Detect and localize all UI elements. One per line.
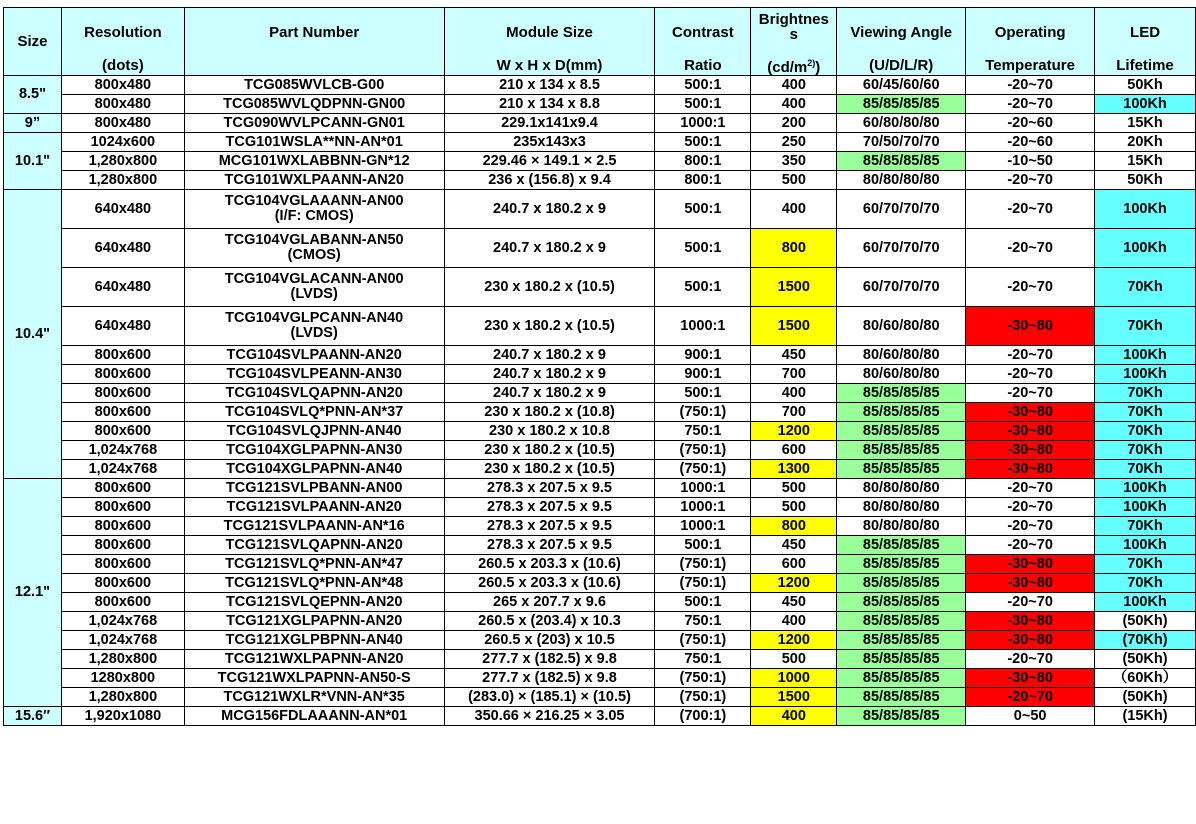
temperature-cell: -30~80 [966,631,1095,650]
brightness-cell: 450 [751,346,837,365]
led-lifetime-cell: 70Kh [1095,460,1196,479]
led-lifetime-cell: 70Kh [1095,574,1196,593]
temperature-cell: -20~70 [966,384,1095,403]
viewing-angle-cell: 85/85/85/85 [837,441,966,460]
viewing-angle-cell: 80/60/80/80 [837,307,966,346]
table-row [4,365,1196,384]
viewing-angle-cell: 60/70/70/70 [837,268,966,307]
led-lifetime-cell: 15Kh [1095,114,1196,133]
size-cell: 10.4" [4,190,62,479]
part-number-cell: MCG101WXLABBNN-GN*12 [184,152,444,171]
brightness-cell: 450 [751,536,837,555]
led-lifetime-cell: (70Kh) [1095,631,1196,650]
resolution-cell: 800x600 [61,555,184,574]
part-number-cell: TCG104VGLAAANN-AN00 (I/F: CMOS) [184,190,444,229]
led-lifetime-cell: 50Kh [1095,171,1196,190]
resolution-cell: 1,280x800 [61,152,184,171]
size-cell: 10.1" [4,133,62,190]
temperature-cell: -20~70 [966,536,1095,555]
module-size-cell: 230 x 180.2 x 10.8 [444,422,655,441]
viewing-angle-cell: 85/85/85/85 [837,536,966,555]
module-size-cell: 229.46 × 149.1 × 2.5 [444,152,655,171]
temperature-cell: -30~80 [966,441,1095,460]
header-size: Size [4,8,62,76]
table-row [4,268,1196,307]
temperature-cell: -20~70 [966,76,1095,95]
viewing-angle-cell: 85/85/85/85 [837,152,966,171]
temperature-cell: -30~80 [966,422,1095,441]
brightness-cell: 700 [751,365,837,384]
viewing-angle-cell: 80/80/80/80 [837,171,966,190]
viewing-angle-cell: 60/80/80/80 [837,114,966,133]
header-viewing-unit: (U/D/L/R) [837,56,966,76]
resolution-cell: 800x600 [61,422,184,441]
viewing-angle-cell: 85/85/85/85 [837,669,966,688]
module-size-cell: 350.66 × 216.25 × 3.05 [444,707,655,726]
resolution-cell: 800x600 [61,517,184,536]
table-row [4,403,1196,422]
led-lifetime-cell: （60Kh） [1095,669,1196,688]
brightness-cell: 1300 [751,460,837,479]
viewing-angle-cell: 85/85/85/85 [837,593,966,612]
part-number-cell: TCG104SVLPAANN-AN20 [184,346,444,365]
resolution-cell: 800x600 [61,574,184,593]
temperature-cell: -20~70 [966,593,1095,612]
brightness-cell: 1500 [751,688,837,707]
table-row [4,460,1196,479]
brightness-cell: 700 [751,403,837,422]
viewing-angle-cell: 85/85/85/85 [837,631,966,650]
table-row [4,593,1196,612]
table-row [4,152,1196,171]
resolution-cell: 1280x800 [61,669,184,688]
contrast-cell: 900:1 [655,346,751,365]
part-number-cell: TCG121XGLPBPNN-AN40 [184,631,444,650]
table-row [4,307,1196,346]
temperature-cell: -30~80 [966,555,1095,574]
led-lifetime-cell: 100Kh [1095,229,1196,268]
brightness-cell: 400 [751,612,837,631]
module-size-cell: 210 x 134 x 8.5 [444,76,655,95]
contrast-cell: 1000:1 [655,517,751,536]
resolution-cell: 1024x600 [61,133,184,152]
contrast-cell: 800:1 [655,171,751,190]
contrast-cell: (750:1) [655,631,751,650]
resolution-cell: 1,024x768 [61,441,184,460]
module-size-cell: 210 x 134 x 8.8 [444,95,655,114]
resolution-cell: 800x600 [61,384,184,403]
table-row [4,612,1196,631]
resolution-cell: 1,024x768 [61,612,184,631]
viewing-angle-cell: 85/85/85/85 [837,422,966,441]
resolution-cell: 1,280x800 [61,688,184,707]
resolution-cell: 800x600 [61,346,184,365]
contrast-cell: 500:1 [655,76,751,95]
temperature-cell: -20~60 [966,114,1095,133]
part-number-cell: TCG121XGLPAPNN-AN20 [184,612,444,631]
temperature-cell: -30~80 [966,403,1095,422]
table-row [4,229,1196,268]
header-module-size: Module Size [444,8,655,57]
viewing-angle-cell: 80/60/80/80 [837,346,966,365]
resolution-cell: 800x600 [61,403,184,422]
brightness-cell: 400 [751,190,837,229]
led-lifetime-cell: 70Kh [1095,384,1196,403]
contrast-cell: (750:1) [655,441,751,460]
brightness-cell: 350 [751,152,837,171]
table-row [4,76,1196,95]
part-number-cell: TCG104SVLQAPNN-AN20 [184,384,444,403]
table-row [4,498,1196,517]
table-row [4,441,1196,460]
part-number-cell: TCG121WXLPAPNN-AN20 [184,650,444,669]
table-row [4,707,1196,726]
part-number-cell: TCG104VGLABANN-AN50 (CMOS) [184,229,444,268]
contrast-cell: (750:1) [655,574,751,593]
part-number-cell: TCG121SVLPAANN-AN20 [184,498,444,517]
temperature-cell: -20~70 [966,517,1095,536]
led-lifetime-cell: 15Kh [1095,152,1196,171]
led-lifetime-cell: (50Kh) [1095,650,1196,669]
header-brightness-unit: $(cd/m^{2)})$ [751,56,837,76]
viewing-angle-cell: 70/50/70/70 [837,133,966,152]
part-number-cell: TCG121WXLPAPNN-AN50-S [184,669,444,688]
resolution-cell: 640x480 [61,229,184,268]
resolution-cell: 1,024x768 [61,460,184,479]
temperature-cell: -30~80 [966,574,1095,593]
contrast-cell: 750:1 [655,612,751,631]
temperature-cell: -30~80 [966,460,1095,479]
table-row [4,631,1196,650]
viewing-angle-cell: 85/85/85/85 [837,384,966,403]
led-lifetime-cell: 100Kh [1095,498,1196,517]
resolution-cell: 800x600 [61,479,184,498]
temperature-cell: -20~70 [966,688,1095,707]
module-size-cell: 260.5 x 203.3 x (10.6) [444,555,655,574]
viewing-angle-cell: 80/60/80/80 [837,365,966,384]
viewing-angle-cell: 85/85/85/85 [837,460,966,479]
part-number-cell: TCG101WXLPAANN-AN20 [184,171,444,190]
brightness-cell: 400 [751,707,837,726]
part-number-cell: TCG104XGLPAPNN-AN40 [184,460,444,479]
part-number-cell: TCG085WVLQDPNN-GN00 [184,95,444,114]
header-module-size-unit: W x H x D(mm) [444,56,655,76]
brightness-cell: 500 [751,171,837,190]
contrast-cell: 500:1 [655,133,751,152]
table-row [4,171,1196,190]
header-part-number-unit [184,56,444,76]
contrast-cell: 750:1 [655,650,751,669]
header-operating: Operating [966,8,1095,57]
part-number-cell: MCG156FDLAAANN-AN*01 [184,707,444,726]
contrast-cell: (750:1) [655,460,751,479]
module-size-cell: 235x143x3 [444,133,655,152]
brightness-cell: 1500 [751,268,837,307]
header-resolution: Resolution [61,8,184,57]
part-number-cell: TCG104XGLPAPNN-AN30 [184,441,444,460]
led-lifetime-cell: 70Kh [1095,422,1196,441]
temperature-cell: -30~80 [966,669,1095,688]
led-lifetime-cell: 70Kh [1095,441,1196,460]
module-size-cell: 277.7 x (182.5) x 9.8 [444,669,655,688]
contrast-cell: 500:1 [655,268,751,307]
viewing-angle-cell: 60/45/60/60 [837,76,966,95]
table-row [4,95,1196,114]
contrast-cell: 1000:1 [655,114,751,133]
led-lifetime-cell: 100Kh [1095,479,1196,498]
viewing-angle-cell: 80/80/80/80 [837,498,966,517]
led-lifetime-cell: 70Kh [1095,268,1196,307]
brightness-cell: 500 [751,650,837,669]
header-contrast: Contrast [655,8,751,57]
table-row [4,555,1196,574]
contrast-cell: (750:1) [655,688,751,707]
temperature-cell: -20~70 [966,268,1095,307]
part-number-cell: TCG121SVLPAANN-AN*16 [184,517,444,536]
viewing-angle-cell: 80/80/80/80 [837,517,966,536]
part-number-cell: TCG121SVLQ*PNN-AN*48 [184,574,444,593]
module-size-cell: (283.0) × (185.1) × (10.5) [444,688,655,707]
size-cell: 12.1" [4,479,62,707]
resolution-cell: 1,280x800 [61,650,184,669]
led-lifetime-cell: (50Kh) [1095,688,1196,707]
header-temperature-unit: Temperature [966,56,1095,76]
resolution-cell: 800x480 [61,114,184,133]
contrast-cell: 1000:1 [655,479,751,498]
part-number-cell: TCG121SVLQ*PNN-AN*47 [184,555,444,574]
module-size-cell: 230 x 180.2 x (10.5) [444,441,655,460]
temperature-cell: -20~70 [966,498,1095,517]
module-size-cell: 240.7 x 180.2 x 9 [444,384,655,403]
part-number-cell: TCG104VGLPCANN-AN40 (LVDS) [184,307,444,346]
table-row [4,650,1196,669]
size-cell: 8.5" [4,76,62,114]
module-size-cell: 265 x 207.7 x 9.6 [444,593,655,612]
module-size-cell: 240.7 x 180.2 x 9 [444,365,655,384]
module-size-cell: 230 x 180.2 x (10.5) [444,268,655,307]
contrast-cell: 500:1 [655,190,751,229]
led-lifetime-cell: 20Kh [1095,133,1196,152]
viewing-angle-cell: 80/80/80/80 [837,479,966,498]
led-lifetime-cell: 70Kh [1095,555,1196,574]
contrast-cell: 500:1 [655,593,751,612]
resolution-cell: 800x600 [61,536,184,555]
module-size-cell: 240.7 x 180.2 x 9 [444,190,655,229]
table-row [4,346,1196,365]
temperature-cell: -20~70 [966,171,1095,190]
led-lifetime-cell: 70Kh [1095,517,1196,536]
header-brightness: Brightnes s [751,8,837,57]
module-size-cell: 278.3 x 207.5 x 9.5 [444,536,655,555]
header-contrast-unit: Ratio [655,56,751,76]
contrast-cell: 500:1 [655,95,751,114]
led-lifetime-cell: 100Kh [1095,346,1196,365]
header-led: LED [1095,8,1196,57]
brightness-cell: 200 [751,114,837,133]
part-number-cell: TCG121SVLQEPNN-AN20 [184,593,444,612]
viewing-angle-cell: 60/70/70/70 [837,229,966,268]
lcd-spec-table [3,7,1196,726]
brightness-cell: 500 [751,498,837,517]
temperature-cell: -20~70 [966,650,1095,669]
part-number-cell: TCG121SVLPBANN-AN00 [184,479,444,498]
table-row [4,190,1196,229]
led-lifetime-cell: 100Kh [1095,365,1196,384]
contrast-cell: 900:1 [655,365,751,384]
part-number-cell: TCG121WXLR*VNN-AN*35 [184,688,444,707]
module-size-cell: 240.7 x 180.2 x 9 [444,346,655,365]
led-lifetime-cell: 70Kh [1095,307,1196,346]
resolution-cell: 640x480 [61,268,184,307]
contrast-cell: (700:1) [655,707,751,726]
viewing-angle-cell: 85/85/85/85 [837,574,966,593]
module-size-cell: 260.5 x 203.3 x (10.6) [444,574,655,593]
part-number-cell: TCG104SVLPEANN-AN30 [184,365,444,384]
viewing-angle-cell: 60/70/70/70 [837,190,966,229]
table-row [4,479,1196,498]
temperature-cell: -30~80 [966,307,1095,346]
table-row [4,114,1196,133]
led-lifetime-cell: 100Kh [1095,95,1196,114]
part-number-cell: TCG101WSLA**NN-AN*01 [184,133,444,152]
table-row [4,517,1196,536]
brightness-cell: 250 [751,133,837,152]
brightness-cell: 1000 [751,669,837,688]
module-size-cell: 230 x 180.2 x (10.5) [444,307,655,346]
module-size-cell: 240.7 x 180.2 x 9 [444,229,655,268]
part-number-cell: TCG104VGLACANN-AN00 (LVDS) [184,268,444,307]
resolution-cell: 800x480 [61,76,184,95]
module-size-cell: 278.3 x 207.5 x 9.5 [444,498,655,517]
brightness-cell: 1200 [751,422,837,441]
contrast-cell: 1000:1 [655,498,751,517]
size-cell: 9” [4,114,62,133]
led-lifetime-cell: (50Kh) [1095,612,1196,631]
header-viewing-angle: Viewing Angle [837,8,966,57]
table-row [4,536,1196,555]
led-lifetime-cell: 100Kh [1095,593,1196,612]
part-number-cell: TCG090WVLPCANN-GN01 [184,114,444,133]
led-lifetime-cell: 100Kh [1095,536,1196,555]
module-size-cell: 278.3 x 207.5 x 9.5 [444,479,655,498]
table-row [4,574,1196,593]
contrast-cell: 500:1 [655,384,751,403]
brightness-cell: 400 [751,384,837,403]
viewing-angle-cell: 85/85/85/85 [837,612,966,631]
brightness-cell: 400 [751,76,837,95]
led-lifetime-cell: 100Kh [1095,190,1196,229]
module-size-cell: 260.5 x (203.4) x 10.3 [444,612,655,631]
module-size-cell: 278.3 x 207.5 x 9.5 [444,517,655,536]
contrast-cell: (750:1) [655,403,751,422]
size-cell: 15.6″ [4,707,62,726]
viewing-angle-cell: 85/85/85/85 [837,707,966,726]
resolution-cell: 800x600 [61,593,184,612]
viewing-angle-cell: 85/85/85/85 [837,650,966,669]
table-row [4,669,1196,688]
table-row [4,384,1196,403]
module-size-cell: 260.5 x (203) x 10.5 [444,631,655,650]
table-row [4,688,1196,707]
temperature-cell: -20~70 [966,479,1095,498]
temperature-cell: -20~70 [966,190,1095,229]
temperature-cell: -20~70 [966,229,1095,268]
viewing-angle-cell: 85/85/85/85 [837,403,966,422]
led-lifetime-cell: 50Kh [1095,76,1196,95]
temperature-cell: -20~70 [966,346,1095,365]
header-lifetime-unit: Lifetime [1095,56,1196,76]
contrast-cell: 750:1 [655,422,751,441]
module-size-cell: 230 x 180.2 x (10.5) [444,460,655,479]
contrast-cell: 500:1 [655,536,751,555]
contrast-cell: (750:1) [655,669,751,688]
part-number-cell: TCG104SVLQ*PNN-AN*37 [184,403,444,422]
header-resolution-unit: (dots) [61,56,184,76]
viewing-angle-cell: 85/85/85/85 [837,95,966,114]
contrast-cell: 1000:1 [655,307,751,346]
brightness-cell: 1500 [751,307,837,346]
viewing-angle-cell: 85/85/85/85 [837,555,966,574]
resolution-cell: 640x480 [61,307,184,346]
temperature-cell: -10~50 [966,152,1095,171]
temperature-cell: -30~80 [966,612,1095,631]
brightness-cell: 450 [751,593,837,612]
resolution-cell: 800x600 [61,498,184,517]
brightness-cell: 800 [751,517,837,536]
brightness-cell: 600 [751,555,837,574]
part-number-cell: TCG104SVLQJPNN-AN40 [184,422,444,441]
led-lifetime-cell: 70Kh [1095,403,1196,422]
brightness-cell: 400 [751,95,837,114]
brightness-cell: 1200 [751,574,837,593]
resolution-cell: 800x480 [61,95,184,114]
temperature-cell: -20~70 [966,95,1095,114]
resolution-cell: 1,280x800 [61,171,184,190]
resolution-cell: 1,920x1080 [61,707,184,726]
module-size-cell: 277.7 x (182.5) x 9.8 [444,650,655,669]
module-size-cell: 230 x 180.2 x (10.8) [444,403,655,422]
table-row [4,133,1196,152]
viewing-angle-cell: 85/85/85/85 [837,688,966,707]
brightness-cell: 1200 [751,631,837,650]
led-lifetime-cell: (15Kh) [1095,707,1196,726]
part-number-cell: TCG121SVLQAPNN-AN20 [184,536,444,555]
temperature-cell: -20~60 [966,133,1095,152]
brightness-cell: 800 [751,229,837,268]
brightness-cell: 600 [751,441,837,460]
module-size-cell: 229.1x141x9.4 [444,114,655,133]
contrast-cell: 800:1 [655,152,751,171]
module-size-cell: 236 x (156.8) x 9.4 [444,171,655,190]
temperature-cell: -20~70 [966,365,1095,384]
contrast-cell: (750:1) [655,555,751,574]
part-number-cell: TCG085WVLCB-G00 [184,76,444,95]
contrast-cell: 500:1 [655,229,751,268]
header-part-number: Part Number [184,8,444,57]
resolution-cell: 640x480 [61,190,184,229]
table-row [4,422,1196,441]
temperature-cell: 0~50 [966,707,1095,726]
resolution-cell: 1,024x768 [61,631,184,650]
resolution-cell: 800x600 [61,365,184,384]
brightness-cell: 500 [751,479,837,498]
